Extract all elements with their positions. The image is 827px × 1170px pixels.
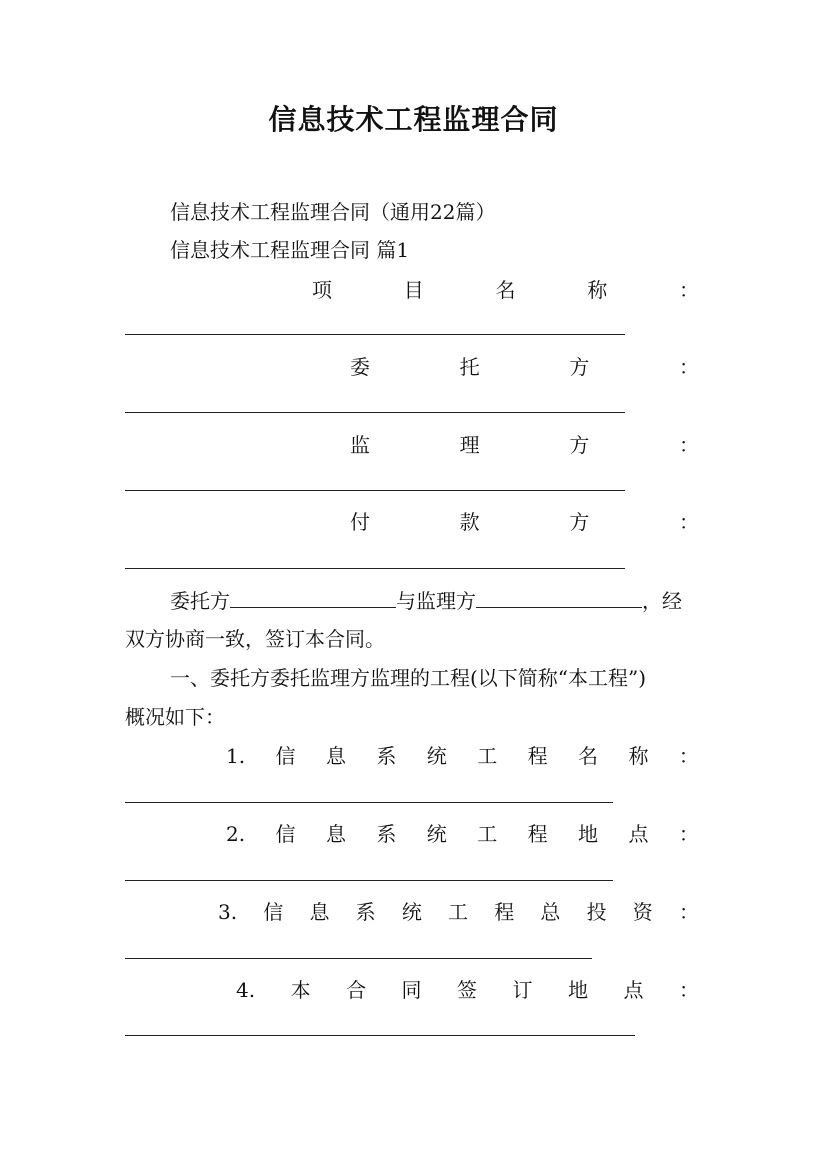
blank-item-4[interactable]: [125, 1035, 635, 1036]
item-colon: ：: [678, 822, 699, 846]
item-char: 同: [401, 978, 422, 1002]
blank-item-3[interactable]: [125, 958, 592, 959]
field-char: 方: [569, 433, 590, 457]
field-char: 付: [350, 510, 370, 534]
item-char: 信: [275, 822, 296, 846]
item-char: 地: [578, 822, 599, 846]
blank-item-2[interactable]: [125, 880, 613, 881]
field-char: 委: [350, 355, 370, 379]
item-char: 系: [376, 744, 397, 768]
field-colon: ：: [678, 355, 699, 379]
item-char: 2.: [226, 822, 246, 846]
item-char: 签: [457, 978, 478, 1002]
item-2-label: [226, 820, 699, 848]
item-char: 统: [426, 822, 447, 846]
agreement-client-blank[interactable]: [230, 587, 396, 608]
item-char: 4.: [236, 978, 256, 1002]
section-1-line-1: 一、委托方委托监理方监理的工程(以下简称“本工程”): [170, 666, 647, 690]
field-char: 款: [459, 510, 480, 534]
item-1-label: [226, 742, 699, 770]
item-char: 投: [586, 900, 607, 924]
item-char: 息: [325, 744, 346, 768]
field-client: [350, 353, 699, 381]
field-char: 称: [587, 278, 608, 302]
item-char: 工: [477, 822, 498, 846]
field-payer: [350, 508, 699, 536]
item-char: 名: [578, 744, 599, 768]
intro-line-1: 信息技术工程监理合同（通用22篇）: [170, 200, 496, 224]
item-char: 订: [512, 978, 533, 1002]
item-colon: ：: [678, 900, 699, 924]
field-char: 方: [569, 355, 590, 379]
field-char: 监: [350, 433, 370, 457]
item-char: 称: [628, 744, 649, 768]
field-char: 理: [459, 433, 480, 457]
blank-supervisor[interactable]: [125, 490, 625, 491]
item-char: 点: [628, 822, 649, 846]
item-colon: ：: [678, 744, 699, 768]
item-char: 工: [448, 900, 469, 924]
field-char: 项: [312, 278, 332, 302]
item-char: 息: [309, 900, 330, 924]
field-colon: ：: [678, 510, 699, 534]
agreement-tail: ，经: [642, 589, 682, 613]
field-char: 方: [569, 510, 590, 534]
item-char: 本: [290, 978, 311, 1002]
item-char: 统: [401, 900, 422, 924]
item-char: 系: [376, 822, 397, 846]
item-char: 点: [623, 978, 644, 1002]
item-char: 信: [263, 900, 284, 924]
agreement-client-label: 委托方: [170, 589, 230, 613]
item-char: 资: [632, 900, 653, 924]
item-char: 合: [346, 978, 367, 1002]
field-colon: ：: [678, 433, 699, 457]
item-char: 程: [527, 744, 548, 768]
field-colon: ：: [679, 278, 699, 302]
blank-client[interactable]: [125, 412, 625, 413]
field-char: 名: [495, 278, 516, 302]
document-title: 信息技术工程监理合同: [268, 103, 559, 136]
item-4-label: [236, 976, 699, 1004]
item-char: 信: [275, 744, 296, 768]
item-char: 地: [568, 978, 588, 1002]
blank-item-1[interactable]: [125, 802, 613, 803]
item-char: 息: [325, 822, 346, 846]
item-char: 总: [540, 900, 561, 924]
blank-payer[interactable]: [125, 568, 625, 569]
field-project-name: [312, 276, 699, 304]
agreement-line-1: [170, 587, 682, 615]
field-supervisor: [350, 431, 699, 459]
item-char: 程: [527, 822, 548, 846]
item-char: 统: [426, 744, 447, 768]
blank-project-name[interactable]: [125, 334, 625, 335]
field-char: 托: [459, 355, 480, 379]
item-char: 3.: [218, 900, 238, 924]
item-char: 程: [494, 900, 515, 924]
item-char: 1.: [226, 744, 246, 768]
agreement-line-2: 双方协商一致，签订本合同。: [125, 627, 385, 651]
item-char: 系: [355, 900, 376, 924]
item-3-label: [218, 898, 699, 926]
agreement-supervisor-blank[interactable]: [476, 587, 642, 608]
item-colon: ：: [678, 978, 699, 1002]
intro-line-2: 信息技术工程监理合同 篇1: [170, 238, 410, 262]
agreement-supervisor-label: 与监理方: [396, 589, 476, 613]
field-char: 目: [403, 278, 424, 302]
item-char: 工: [477, 744, 498, 768]
section-1-line-2: 概况如下：: [125, 705, 225, 729]
